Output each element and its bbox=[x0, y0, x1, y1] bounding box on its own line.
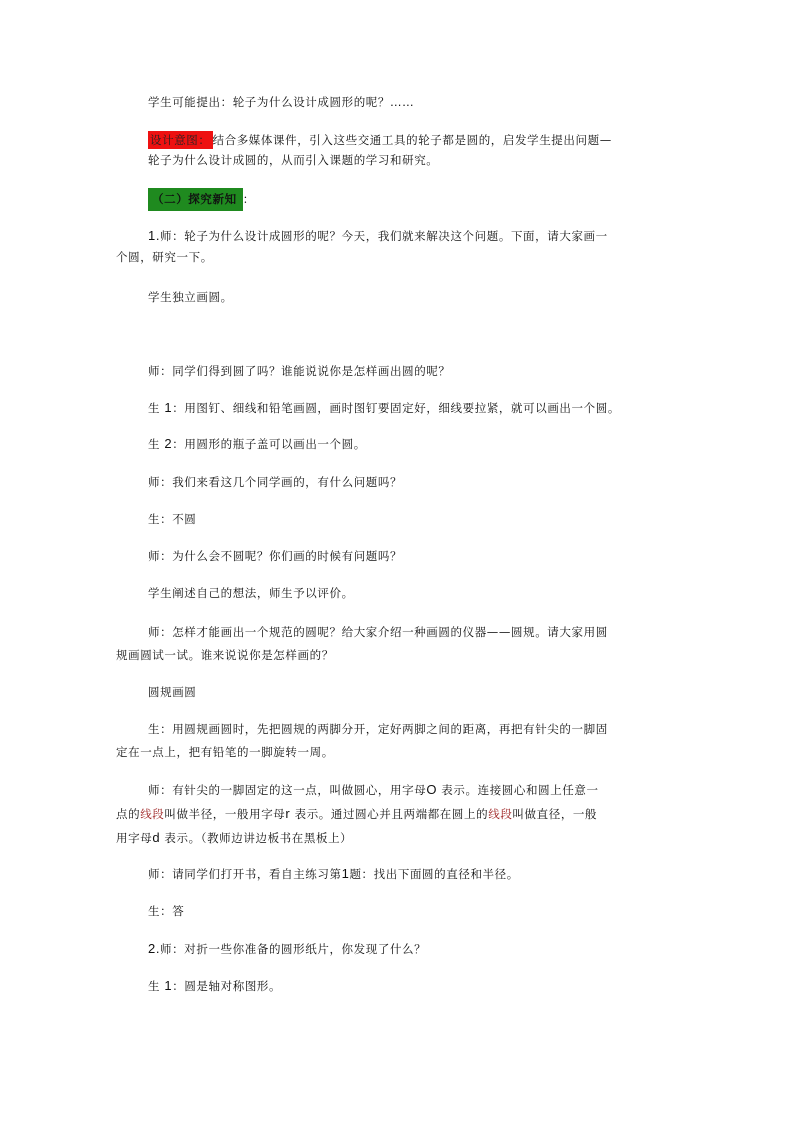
section-heading bbox=[148, 188, 678, 211]
letter-r: r bbox=[285, 806, 291, 821]
text: 点的 bbox=[116, 807, 141, 821]
text: 生：不圆 bbox=[148, 512, 197, 526]
exercise-number: 1 bbox=[341, 866, 350, 881]
text: 学生阐述自己的想法，师生予以评价。 bbox=[148, 586, 354, 600]
text: 表示。（教师边讲边板书在黑板上） bbox=[164, 831, 353, 845]
text: 表示。通过圆心并且两端都在圆上的 bbox=[294, 807, 489, 821]
paragraph-teacher-ask bbox=[148, 364, 678, 379]
text: 表示。连接圆心和圆上任意一 bbox=[441, 783, 599, 797]
paragraph-teacher-why bbox=[148, 549, 678, 564]
text: 师：轮子为什么设计成圆形的呢？今天，我们就来解决这个问题。下面，请大家画一 bbox=[160, 229, 608, 243]
paragraph-student-answer bbox=[148, 512, 678, 527]
paragraph-student-1 bbox=[148, 400, 678, 416]
paragraph-compass-draw bbox=[148, 685, 678, 700]
text: 用字母 bbox=[116, 831, 153, 845]
paragraph-student-question bbox=[148, 95, 678, 110]
paragraph-student-compass-cont bbox=[116, 745, 646, 760]
paragraph-student-answers bbox=[148, 904, 678, 919]
text: 学生独立画圆。 bbox=[148, 290, 233, 304]
paragraph-design-intent bbox=[148, 133, 678, 148]
text: 题：找出下面圆的直径和半径。 bbox=[349, 867, 519, 881]
text: 定在一点上，把有铅笔的一脚旋转一周。 bbox=[116, 745, 334, 759]
paragraph-definitions bbox=[148, 782, 678, 798]
text: 规画圆试一试。谁来说说你是怎样画的？ bbox=[116, 648, 334, 662]
text: ：用圆形的瓶子盖可以画出一个圆。 bbox=[172, 437, 366, 451]
term-segment: 线段 bbox=[140, 807, 165, 821]
paragraph-question-1 bbox=[148, 228, 678, 244]
text: 生：用圆规画圆时，先把圆规的两脚分开，定好两脚之间的距离，再把有针尖的一脚固 bbox=[148, 722, 608, 736]
paragraph-student-compass bbox=[148, 722, 678, 737]
text: 圆规画圆 bbox=[148, 685, 197, 699]
paragraph-design-intent-cont bbox=[148, 153, 678, 168]
paragraph-question-2 bbox=[148, 941, 678, 957]
paragraph-definitions-end bbox=[116, 830, 646, 846]
section-heading-highlight: （二）探究新知 bbox=[148, 188, 243, 211]
speaker-number: 1 bbox=[164, 978, 173, 993]
paragraph-student-draw bbox=[148, 290, 678, 305]
text: 师：对折一些你准备的圆形纸片，你发现了什么？ bbox=[160, 942, 427, 956]
section-heading-colon: ： bbox=[242, 192, 255, 206]
text: 生：答 bbox=[148, 904, 185, 918]
text: ：用图钉、细线和铅笔画圆，画时图钉要固定好，细线要拉紧，就可以画出一个圆。 bbox=[172, 401, 620, 415]
paragraph-compass-intro-cont bbox=[116, 648, 646, 663]
paragraph-open-book bbox=[148, 866, 678, 882]
item-number: 1. bbox=[148, 228, 161, 243]
paragraph-students-explain bbox=[148, 586, 678, 601]
paragraph-compass-intro bbox=[148, 625, 678, 640]
text: 师：有针尖的一脚固定的这一点，叫做圆心，用字母 bbox=[148, 783, 427, 797]
paragraph-question-1-cont bbox=[116, 250, 646, 265]
speaker: 生 bbox=[148, 979, 161, 993]
text: 师：请同学们打开书，看自主练习第 bbox=[148, 867, 342, 881]
design-intent-tag: 设计意图： bbox=[150, 133, 211, 147]
text: 师：同学们得到圆了吗？谁能说说你是怎样画出圆的呢？ bbox=[148, 364, 451, 378]
letter-o: O bbox=[426, 782, 438, 797]
speaker-number: 2 bbox=[164, 436, 173, 451]
item-number: 2. bbox=[148, 941, 161, 956]
text: 叫做半径，一般用字母 bbox=[164, 807, 286, 821]
text: 叫做直径，一般 bbox=[512, 807, 598, 821]
text: 轮子为什么设计成圆的，从而引入课题的学习和研究。 bbox=[148, 153, 439, 167]
text: 个圆，研究一下。 bbox=[116, 250, 213, 264]
term-segment: 线段 bbox=[488, 807, 513, 821]
design-intent-text: 结合多媒体课件，引入这些交通工具的轮子都是圆的，启发学生提出问题— bbox=[212, 133, 612, 147]
paragraph-student-symmetry bbox=[148, 978, 678, 994]
text: 师：怎样才能画出一个规范的圆呢？给大家介绍一种画圆的仪器——圆规。请大家用圆 bbox=[148, 625, 608, 639]
text: ：圆是轴对称图形。 bbox=[172, 979, 282, 993]
paragraph-student-2 bbox=[148, 436, 678, 452]
speaker: 生 bbox=[148, 401, 161, 415]
text: 师：为什么会不圆呢？你们画的时候有问题吗？ bbox=[148, 549, 403, 563]
speaker-number: 1 bbox=[164, 400, 173, 415]
letter-d: d bbox=[152, 830, 161, 845]
text: 学生可能提出：轮子为什么设计成圆形的呢？…… bbox=[148, 95, 415, 109]
paragraph-teacher-look bbox=[148, 475, 678, 490]
speaker: 生 bbox=[148, 437, 161, 451]
text: 师：我们来看这几个同学画的，有什么问题吗？ bbox=[148, 475, 403, 489]
paragraph-definitions-cont bbox=[116, 806, 646, 822]
